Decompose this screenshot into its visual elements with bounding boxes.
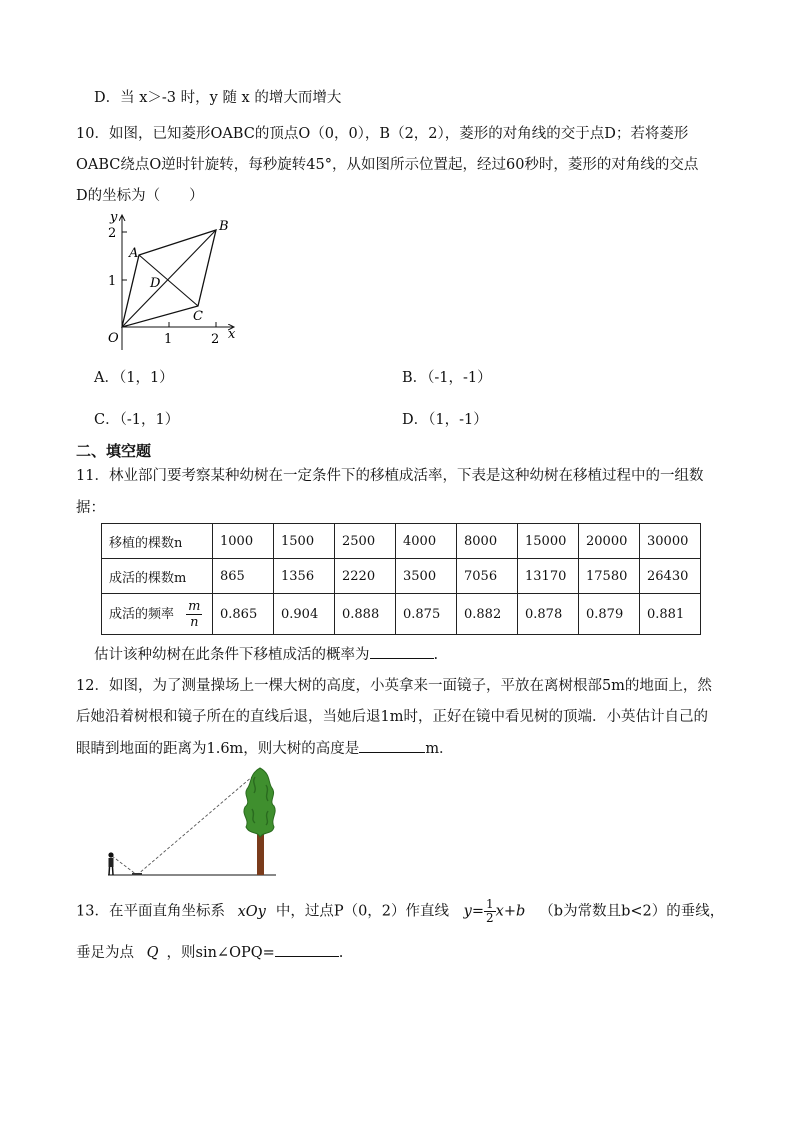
q13-text-part1: 13．在平面直角坐标系 (76, 903, 225, 920)
section-title: 二、填空题 (76, 442, 152, 460)
coordinate-system-label: xOy (237, 903, 266, 920)
eq-equals: = (471, 903, 485, 920)
q10-text-line1: 10．如图，已知菱形OABC的顶点O（0，0），B（2，2），菱形的对角线的交于点D；若将菱形 (76, 126, 689, 142)
q13-text-line2 (76, 942, 343, 963)
q9-option-d: D．当 x＞-3 时，y 随 x 的增大而增大 (94, 90, 342, 106)
q13-text-part2: 中，过点P（0，2）作直线 (275, 903, 450, 920)
point-label-c: C (193, 309, 203, 324)
q12-line3-unit: m． (425, 741, 454, 757)
mirror (132, 873, 142, 876)
sight-line-eye-to-mirror (112, 856, 137, 875)
q11-question (94, 644, 438, 665)
frequency-label: 成活的频率 (109, 606, 175, 622)
answer-blank[interactable] (370, 644, 434, 659)
q12-line3-text: 眼睛到地面的距离为1.6m，则大树的高度是 (76, 741, 360, 757)
q12-text-line1: 12．如图，为了测量操场上一棵大树的高度，小英拿来一面镜子，平放在离树根部5m的地面上，然 (76, 678, 712, 694)
q11-text-line1: 11．林业部门要考察某种幼树在一定条件下的移植成活率，下表是这种幼树在移植过程中的一组数 (76, 468, 704, 484)
table-cell: 1500 (274, 524, 335, 559)
table-cell: 0.888 (335, 594, 396, 635)
table-cell: 13170 (518, 559, 579, 594)
line-equation (464, 898, 526, 925)
point-label-o: O (108, 331, 119, 346)
table-cell: 2220 (335, 559, 396, 594)
tick-label-x2: 2 (211, 332, 220, 347)
table-cell: 865 (213, 559, 274, 594)
q10-text-line2: OABC绕点O逆时针旋转，每秒旋转45°，从如图所示位置起，经过60秒时，菱形的对角线的交点 (76, 157, 699, 173)
q11-question-text: 估计该种幼树在此条件下移植成活的概率为 (94, 647, 370, 663)
sight-line-mirror-to-treetop (137, 770, 260, 875)
table-row-label: 成活的棵数m (102, 559, 213, 594)
table-cell: 0.882 (457, 594, 518, 635)
axis-label-y: y (110, 210, 118, 225)
answer-blank[interactable] (275, 942, 339, 957)
eq-fraction (484, 898, 496, 925)
q13-text-line1 (76, 898, 724, 924)
table-cell: 2500 (335, 524, 396, 559)
fraction-m-over-n (186, 599, 202, 630)
table-cell: 17580 (579, 559, 640, 594)
q10-option-a: A．（1，1） (94, 370, 174, 386)
table-cell: 8000 (457, 524, 518, 559)
answer-blank[interactable] (359, 738, 425, 753)
table-cell: 26430 (640, 559, 701, 594)
tick-label-x1: 1 (164, 332, 173, 347)
table-cell: 0.865 (213, 594, 274, 635)
q10-text-line3: D的坐标为（ ） (76, 188, 204, 204)
eq-fraction-numerator: 1 (486, 897, 494, 911)
table-cell: 0.878 (518, 594, 579, 635)
eq-b: b (516, 903, 526, 920)
q11-question-end: . (433, 647, 439, 663)
q13-text-part5: ，则sin∠OPQ= (166, 945, 275, 961)
axis-label-x: x (228, 327, 236, 342)
q11-text-line2: 据： (76, 500, 105, 516)
table-cell: 0.904 (274, 594, 335, 635)
table-row (102, 524, 701, 559)
tick-label-y2: 2 (108, 226, 117, 241)
table-row-label: 移植的棵数n (102, 524, 213, 559)
table-cell: 1356 (274, 559, 335, 594)
fraction-denominator: n (190, 614, 199, 630)
table-row (102, 559, 701, 594)
tree-mirror-figure (100, 765, 290, 880)
table-cell: 1000 (213, 524, 274, 559)
tree-foliage (244, 768, 275, 837)
q13-text-end: . (338, 945, 344, 961)
table-cell: 0.879 (579, 594, 640, 635)
table-cell: 15000 (518, 524, 579, 559)
eq-plus: + (503, 903, 516, 920)
table-cell: 30000 (640, 524, 701, 559)
eq-fraction-denominator: 2 (486, 911, 494, 925)
survival-table (101, 523, 701, 635)
q12-text-line3 (76, 738, 454, 759)
point-label-a: A (129, 246, 139, 261)
q10-option-b: B．（-1，-1） (402, 370, 492, 386)
q13-text-part3: （b为常数且b<2）的垂线， (539, 903, 725, 920)
fraction-numerator: m (188, 598, 201, 614)
q10-option-c: C．（-1，1） (94, 412, 180, 428)
q12-text-line2: 后她沿着树根和镜子所在的直线后退，当她后退1m时，正好在镜中看见树的顶端．小英估计自己的 (76, 709, 708, 725)
rhombus-figure (90, 205, 250, 355)
q10-option-d: D．（1，-1） (402, 412, 488, 428)
tick-label-y1: 1 (108, 274, 117, 289)
table-cell: 7056 (457, 559, 518, 594)
q13-text-part4: 垂足为点 (76, 945, 134, 961)
eq-x: x (495, 903, 504, 920)
point-label-d: D (150, 276, 161, 291)
table-cell: 3500 (396, 559, 457, 594)
table-cell: 4000 (396, 524, 457, 559)
tree-figure (244, 768, 275, 875)
person-figure (108, 852, 113, 875)
eq-y: y (463, 903, 472, 920)
table-cell: 0.875 (396, 594, 457, 635)
point-q-label: Q (146, 945, 159, 961)
point-label-b: B (219, 219, 229, 234)
table-row (102, 594, 701, 635)
table-cell: 20000 (579, 524, 640, 559)
table-row-label-frequency (102, 594, 213, 635)
table-cell: 0.881 (640, 594, 701, 635)
diagonal-ac (139, 255, 198, 306)
